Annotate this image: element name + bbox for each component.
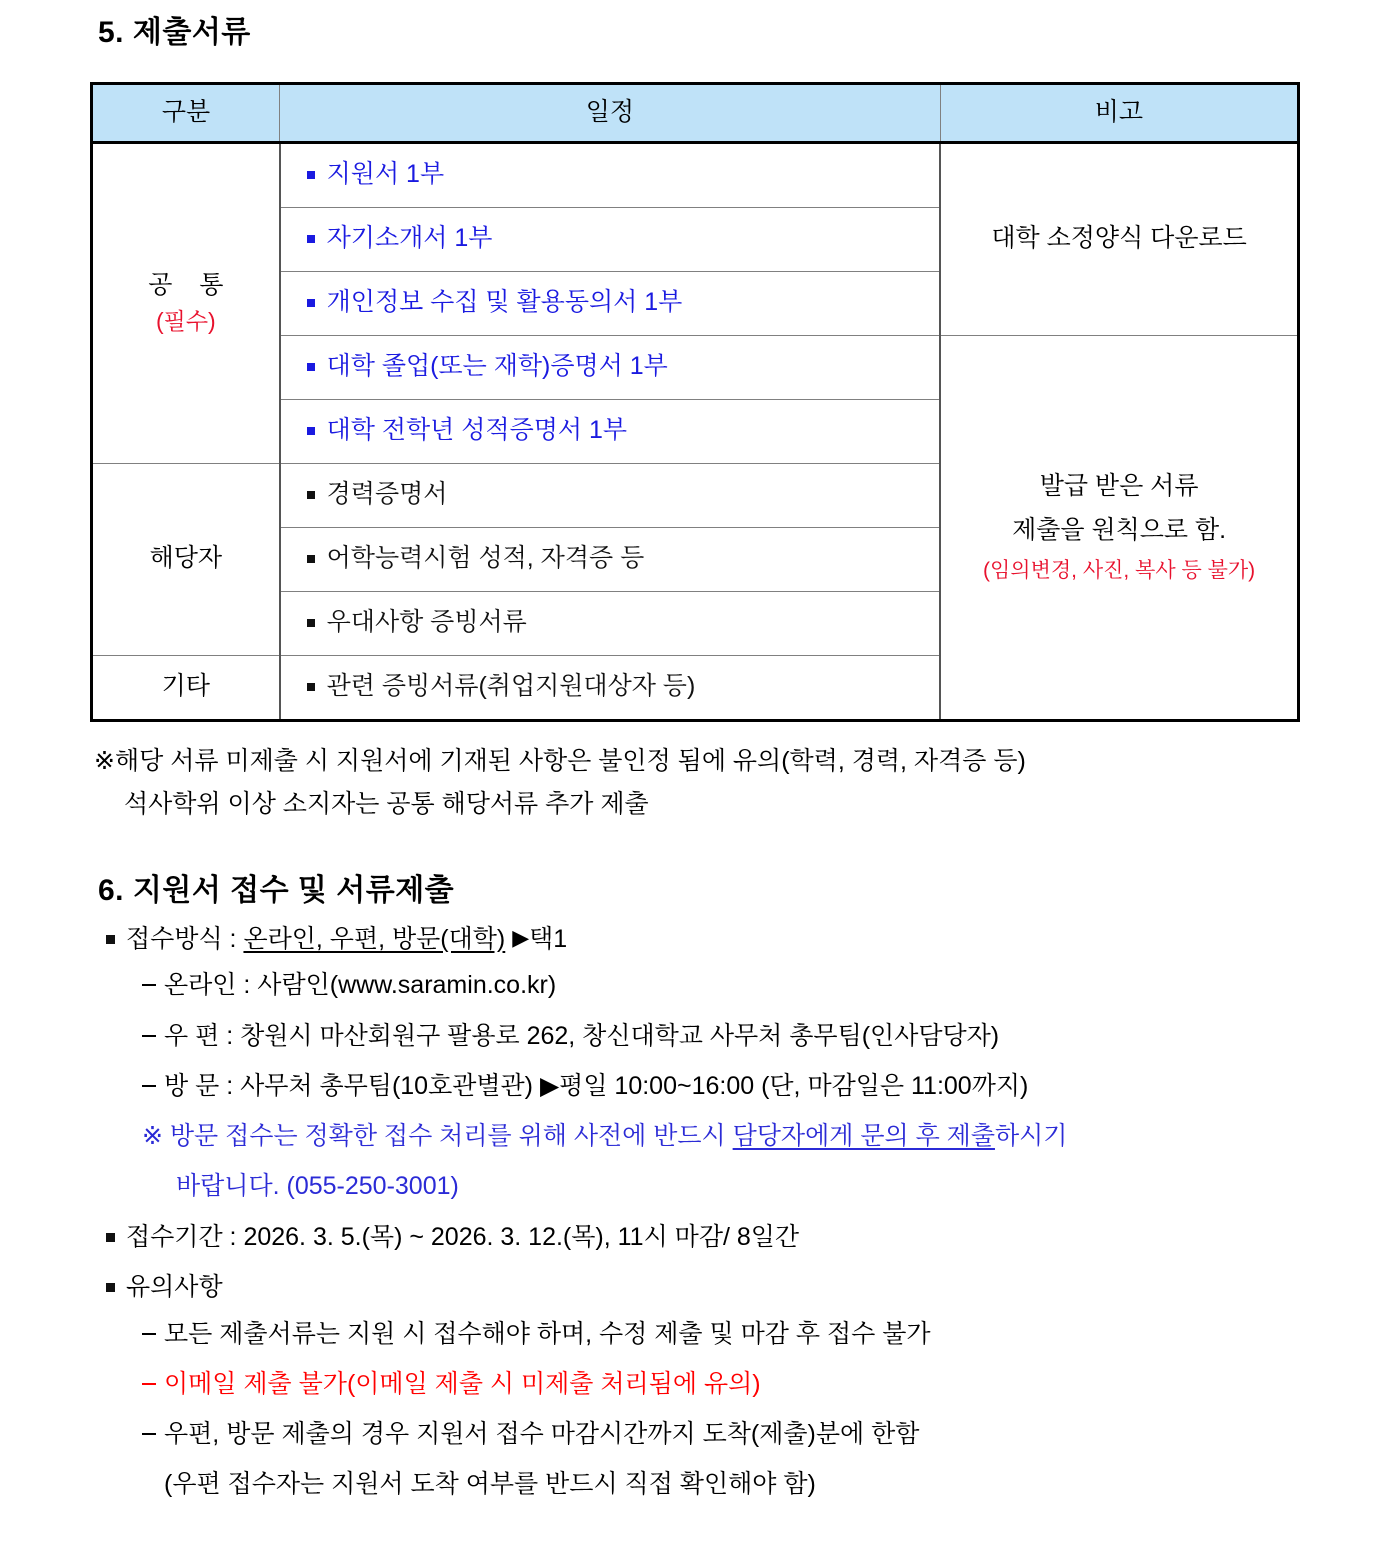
- channel-online: [126, 967, 1310, 1003]
- category-required-badge: (필수): [155, 308, 216, 335]
- caution-text: 우편, 방문 제출의 경우 지원서 접수 마감시간까지 도착(제출)분에 한함: [164, 1420, 920, 1448]
- document-item: [280, 207, 941, 271]
- square-bullet-icon: [307, 235, 315, 243]
- square-bullet-icon: [106, 1283, 115, 1292]
- caution-text: (우편 접수자는 지원서 도착 여부를 반드시 직접 확인해야 함): [164, 1470, 816, 1499]
- square-bullet-icon: [307, 299, 315, 307]
- column-header-gubun: 구분: [92, 83, 280, 142]
- list-item-method: [90, 921, 1310, 1205]
- method-suffix: 택1: [529, 925, 568, 953]
- method-options: 온라인, 우편, 방문(대학): [243, 925, 506, 953]
- channel-value: 사무처 총무팀(10호관별관) ▶평일 10:00~16:00 (단, 마감일은 11:00까지): [240, 1071, 1029, 1100]
- document-item-text: 우대사항 증빙서류: [326, 608, 527, 637]
- visit-notice: [142, 1118, 1310, 1205]
- visit-notice-post: 하시기: [994, 1122, 1068, 1150]
- square-bullet-icon: [307, 363, 315, 371]
- dash-icon: [142, 984, 156, 986]
- document-item: [280, 142, 941, 207]
- square-bullet-icon: [307, 427, 315, 435]
- square-bullet-icon: [307, 171, 315, 179]
- square-bullet-icon: [307, 555, 315, 563]
- document-item: [280, 399, 941, 463]
- dash-icon: [142, 1035, 156, 1037]
- document-item: [280, 591, 941, 655]
- cautions-label: 유의사항: [126, 1273, 223, 1302]
- document-item: [280, 271, 941, 335]
- category-cell-common: [92, 142, 280, 463]
- document-item-text: 어학능력시험 성적, 자격증 등: [326, 544, 645, 573]
- dash-icon: [142, 1433, 156, 1435]
- footnote-line: 석사학위 이상 소지자는 공통 해당서류 추가 제출: [124, 789, 649, 818]
- square-bullet-icon: [106, 1233, 115, 1242]
- caution-item-email: [126, 1366, 1310, 1402]
- remark-cell-original: [940, 335, 1298, 720]
- remark-cell-download: [940, 142, 1298, 335]
- document-item-text: 자기소개서 1부: [326, 224, 493, 253]
- caution-text: 모든 제출서류는 지원 시 접수해야 하며, 수정 제출 및 마감 후 접수 불가: [164, 1319, 931, 1348]
- list-item-cautions: [90, 1269, 1310, 1502]
- table-footnotes: [94, 740, 1310, 826]
- channel-value: 사람인(www.saramin.co.kr): [257, 971, 557, 1000]
- dash-icon: [142, 1383, 156, 1385]
- document-item-text: 경력증명서: [326, 480, 448, 509]
- document-item: [280, 335, 941, 399]
- section-6-list: [90, 921, 1310, 1503]
- remark-line: 대학 소정양식 다운로드: [991, 224, 1247, 253]
- caution-item: [126, 1316, 1310, 1352]
- method-label: 접수방식 :: [126, 925, 244, 953]
- visit-notice-line2: 바랍니다. (055-250-3001): [176, 1171, 459, 1200]
- table-header-row: [92, 83, 1299, 142]
- dash-icon: [142, 1333, 156, 1335]
- square-bullet-icon: [307, 683, 315, 691]
- document-item: [280, 527, 941, 591]
- document-item-text: 개인정보 수집 및 활용동의서 1부: [326, 288, 683, 317]
- remark-warning: (임의변경, 사진, 복사 등 불가): [983, 558, 1256, 582]
- submission-documents-table: [90, 82, 1300, 722]
- square-bullet-icon: [106, 935, 115, 944]
- triangle-right-icon: ▶: [512, 925, 530, 950]
- category-cell-applicable: [92, 463, 280, 655]
- column-header-ilje: 일정: [280, 83, 941, 142]
- footnote-line: ※해당 서류 미제출 시 지원서에 기재된 사항은 불인정 됨에 유의(학력, 경력, 자격증 등): [94, 746, 1026, 775]
- document-item-text: 대학 전학년 성적증명서 1부: [326, 416, 628, 445]
- category-label: 해당자: [149, 544, 223, 573]
- category-label: 공 통: [148, 270, 234, 299]
- visit-notice-pre: ※ 방문 접수는 정확한 접수 처리를 위해 사전에 반드시: [142, 1122, 733, 1150]
- document-item-text: 지원서 1부: [326, 160, 445, 189]
- channel-list: [126, 967, 1310, 1104]
- caution-item: [126, 1416, 1310, 1452]
- category-cell-other: [92, 655, 280, 720]
- channel-value: 창원시 마산회원구 팔용로 262, 창신대학교 사무처 총무팀(인사담당자): [240, 1021, 1000, 1050]
- category-label: 기타: [161, 672, 210, 701]
- channel-visit: [126, 1068, 1310, 1104]
- channel-post: [126, 1018, 1310, 1054]
- remark-line: 발급 받은 서류: [1039, 472, 1199, 501]
- list-item-period: [90, 1219, 1310, 1255]
- channel-label: 온라인 :: [164, 971, 258, 1000]
- document-item: [280, 655, 941, 720]
- document-item: [280, 463, 941, 527]
- visit-notice-emphasis: 담당자에게 문의 후 제출: [732, 1122, 995, 1150]
- section-5-heading: 5. 제출서류: [98, 16, 251, 49]
- caution-text: 이메일 제출 불가(이메일 제출 시 미제출 처리됨에 유의): [164, 1369, 761, 1398]
- document-item-text: 대학 졸업(또는 재학)증명서 1부: [326, 352, 668, 381]
- square-bullet-icon: [307, 619, 315, 627]
- caution-list: [126, 1316, 1310, 1503]
- document-item-text: 관련 증빙서류(취업지원대상자 등): [326, 672, 696, 701]
- column-header-bigo: 비고: [940, 83, 1298, 142]
- dash-icon: [142, 1085, 156, 1087]
- section-6-heading: 6. 지원서 접수 및 서류제출: [98, 873, 455, 907]
- period-text: 접수기간 : 2026. 3. 5.(목) ~ 2026. 3. 12.(목), 11시 마감/ 8일간: [126, 1223, 800, 1251]
- remark-line: 제출을 원칙으로 함.: [1012, 516, 1227, 545]
- table-row: [92, 142, 1299, 207]
- channel-label: 우 편 :: [164, 1021, 241, 1050]
- square-bullet-icon: [307, 491, 315, 499]
- caution-item-sub: [126, 1466, 1310, 1502]
- channel-label: 방 문 :: [164, 1071, 241, 1100]
